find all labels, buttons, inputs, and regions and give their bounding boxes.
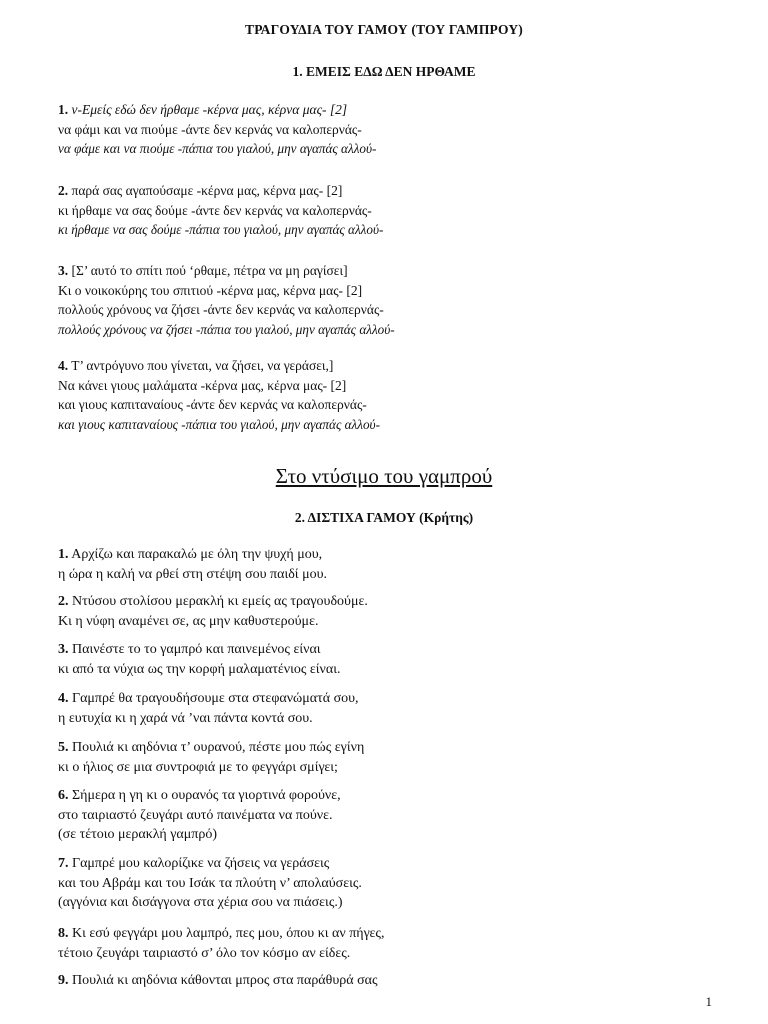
distich-9 [58, 971, 738, 991]
song-1-verse-4 [58, 356, 738, 434]
distich-2 [58, 592, 738, 631]
verse-line: [Σ’ αυτό το σπίτι πού ‘ρθαμε, πέτρα να μη ραγίσει] [68, 263, 348, 278]
distich-line: Πουλιά κι αηδόνια τ’ ουρανού, πέστε μου πώς εγίνη [68, 740, 365, 755]
distich-number: 4. [58, 691, 69, 706]
verse-line: Τ’ αντρόγυνο που γίνεται, να ζήσει, να γεράσει,] [68, 358, 334, 373]
distich-line: Σήμερα η γη κι ο ουρανός τα γιορτινά φορούνε, [68, 788, 341, 803]
distich-line: (αγγόνια και δισάγγονα στα χέρια σου να πιάσεις.) [58, 895, 343, 910]
distich-line: Αρχίζω και παρακαλώ με όλη την ψυχή μου, [68, 547, 323, 562]
verse-line: πολλούς χρόνους να ζήσει -άντε δεν κερνάς να καλοπερνάς- [58, 302, 384, 317]
distich-line: Παινέστε το το γαμπρό και παινεμένος είναι [68, 642, 321, 657]
distich-number: 2. [58, 594, 69, 609]
distich-line: η ευτυχία κι η χαρά νά ’ναι πάντα κοντά σου. [58, 710, 313, 726]
distich-8 [58, 924, 738, 963]
song-1-verse-3 [58, 261, 738, 339]
verse-number: 2. [58, 183, 69, 198]
distich-line: Κι η νύφη αναμένει σε, ας μην καθυστερούμε. [58, 613, 319, 629]
distich-number: 6. [58, 788, 69, 803]
verse-line: κι ήρθαμε να σας δούμε -πάπια του γιαλού, μην αγαπάς αλλού- [58, 222, 384, 237]
page-number: 1 [705, 994, 712, 1009]
distich-line: κι ο ήλιος σε μια συντροφιά με το φεγγάρι σμίγει; [58, 759, 338, 775]
distich-line: Γαμπρέ θα τραγουδήσουμε στα στεφανώματά σου, [68, 691, 359, 706]
verse-number: 4. [58, 358, 69, 373]
song-1-verse-1 [58, 100, 738, 159]
verse-line: ν-Εμείς εδώ δεν ήρθαμε -κέρνα μας, κέρνα μας- [2] [68, 102, 348, 117]
distich-number: 8. [58, 926, 69, 941]
distich-number: 3. [58, 642, 69, 657]
distich-3 [58, 640, 738, 679]
distich-7 [58, 854, 738, 913]
distich-number: 1. [58, 547, 69, 562]
distich-number: 5. [58, 740, 69, 755]
verse-number: 3. [58, 263, 69, 278]
distich-line: τέτοιο ζευγάρι ταιριαστό σ’ όλο τον κόσμο αν είδες. [58, 945, 351, 961]
song-2-title: 2. ΔΙΣΤΙΧΑ ΓΑΜΟΥ (Κρήτης) [294, 510, 474, 525]
song-1-title: 1. ΕΜΕΙΣ ΕΔΩ ΔΕΝ ΗΡΘΑΜΕ [292, 64, 476, 79]
distich-line: και του Αβράμ και του Ισάκ τα πλούτη ν’ απολαύσεις. [58, 875, 362, 891]
distich-line: Γαμπρέ μου καλορίζικε να ζήσεις να γεράσεις [68, 856, 330, 871]
document-title: ΤΡΑΓΟΥΔΙΑ ΤΟΥ ΓΑΜΟΥ (ΤΟΥ ΓΑΜΠΡΟΥ) [245, 22, 523, 37]
verse-line: πολλούς χρόνους να ζήσει -πάπια του γιαλού, μην αγαπάς αλλού- [58, 321, 395, 337]
verse-line: Κι ο νοικοκύρης του σπιτιού -κέρνα μας, κέρνα μας- [2] [58, 282, 363, 298]
song-1-verse-2 [58, 181, 738, 240]
verse-number: 1. [58, 102, 69, 117]
verse-line: να φάμι και να πιούμε -άντε δεν κερνάς να καλοπερνάς- [58, 121, 362, 137]
distich-1 [58, 545, 738, 584]
distich-line: κι από τα νύχια ως την κορφή μαλαματένιος είναι. [58, 661, 341, 677]
distich-4 [58, 689, 738, 728]
distich-line: Πουλιά κι αηδόνια κάθονται μπρος στα παράθυρά σας [68, 973, 378, 988]
distich-line: Κι εσύ φεγγάρι μου λαμπρό, πες μου, όπου κι αν πήγες, [68, 926, 385, 941]
distich-line: η ώρα η καλή να ρθεί στη στέψη σου παιδί μου. [58, 566, 328, 582]
distich-number: 9. [58, 973, 69, 988]
verse-line: παρά σας αγαπούσαμε -κέρνα μας, κέρνα μας- [2] [68, 183, 343, 198]
verse-line: να φάμε και να πιούμε -πάπια του γιαλού, μην αγαπάς αλλού- [58, 141, 377, 156]
distich-number: 7. [58, 856, 69, 871]
distich-line: (σε τέτοιο μερακλή γαμπρό) [58, 827, 217, 842]
verse-line: και γιους καπιταναίους -πάπια του γιαλού, μην αγαπάς αλλού- [58, 416, 380, 432]
section-heading: Στο ντύσιμο του γαμπρού [275, 464, 493, 488]
verse-line: Να κάνει γιους μαλάματα -κέρνα μας, κέρνα μας- [2] [58, 377, 347, 393]
distich-5 [58, 738, 738, 777]
distich-line: Ντύσου στολίσου μερακλή κι εμείς ας τραγουδούμε. [68, 594, 368, 609]
verse-line: κι ήρθαμε να σας δούμε -άντε δεν κερνάς να καλοπερνάς- [58, 202, 372, 218]
verse-line: και γιους καπιταναίους -άντε δεν κερνάς να καλοπερνάς- [58, 397, 367, 412]
distich-line: στο ταιριαστό ζευγάρι αυτό παινέματα να πούνε. [58, 807, 333, 823]
distich-6 [58, 786, 738, 845]
